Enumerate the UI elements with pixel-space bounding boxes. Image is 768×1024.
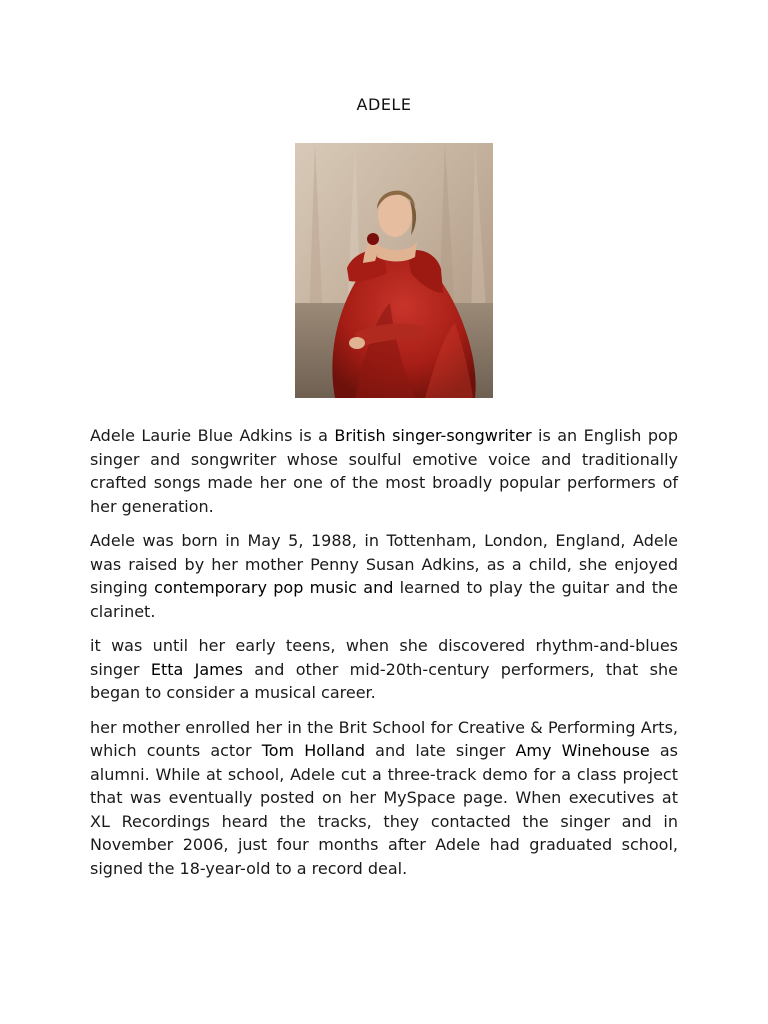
text-span: as alumni. While at school, Adele cut a three-track demo for a class project that was eventually posted on her MySpace page. When executives at XL Recordings heard the tracks, they contacted the singer and in November 2006, just four months after Adele had graduated school, signed the 18-year-old to a record deal.: [90, 741, 679, 878]
link-amy-winehouse[interactable]: Amy Winehouse: [515, 741, 650, 760]
article-body: [90, 424, 678, 891]
document-title: ADELE: [356, 95, 412, 114]
paragraph-early-life: [90, 529, 678, 623]
portrait-photo: [295, 143, 493, 398]
link-british-singer-songwriter[interactable]: British singer-songwriter: [334, 426, 532, 445]
text-span: it was until her early teens, when she discovered rhythm-and-blues singer: [90, 636, 678, 679]
text-span: is an English pop singer and songwriter whose soulful emotive voice and traditionally crafted songs made her one of the most broadly popular performers of her generation.: [90, 426, 678, 516]
link-tom-holland[interactable]: Tom Holland: [261, 741, 366, 760]
link-etta-james[interactable]: Etta James: [150, 659, 243, 679]
paragraph-influences: [90, 634, 678, 705]
text-span: learned to play the guitar and the clarinet.: [90, 578, 679, 621]
text-span: and late singer: [365, 741, 516, 760]
text-span: Adele was born in May 5, 1988, in Tottenham, London, England, Adele was raised by her mother Penny Susan Adkins, as a child, she enjoyed singing: [90, 531, 678, 597]
paragraph-career: [90, 716, 678, 881]
text-span: and other mid-20th-century performers, that she began to consider a musical career.: [90, 659, 678, 702]
text-span: Adele Laurie Blue Adkins is a: [90, 426, 335, 445]
text-span: her mother enrolled her in the Brit School for Creative & Performing Arts, which counts actor: [90, 717, 678, 760]
portrait-illustration: [295, 143, 493, 398]
link-contemporary-pop[interactable]: contemporary pop music and: [154, 578, 394, 597]
paragraph-intro: [90, 424, 678, 518]
